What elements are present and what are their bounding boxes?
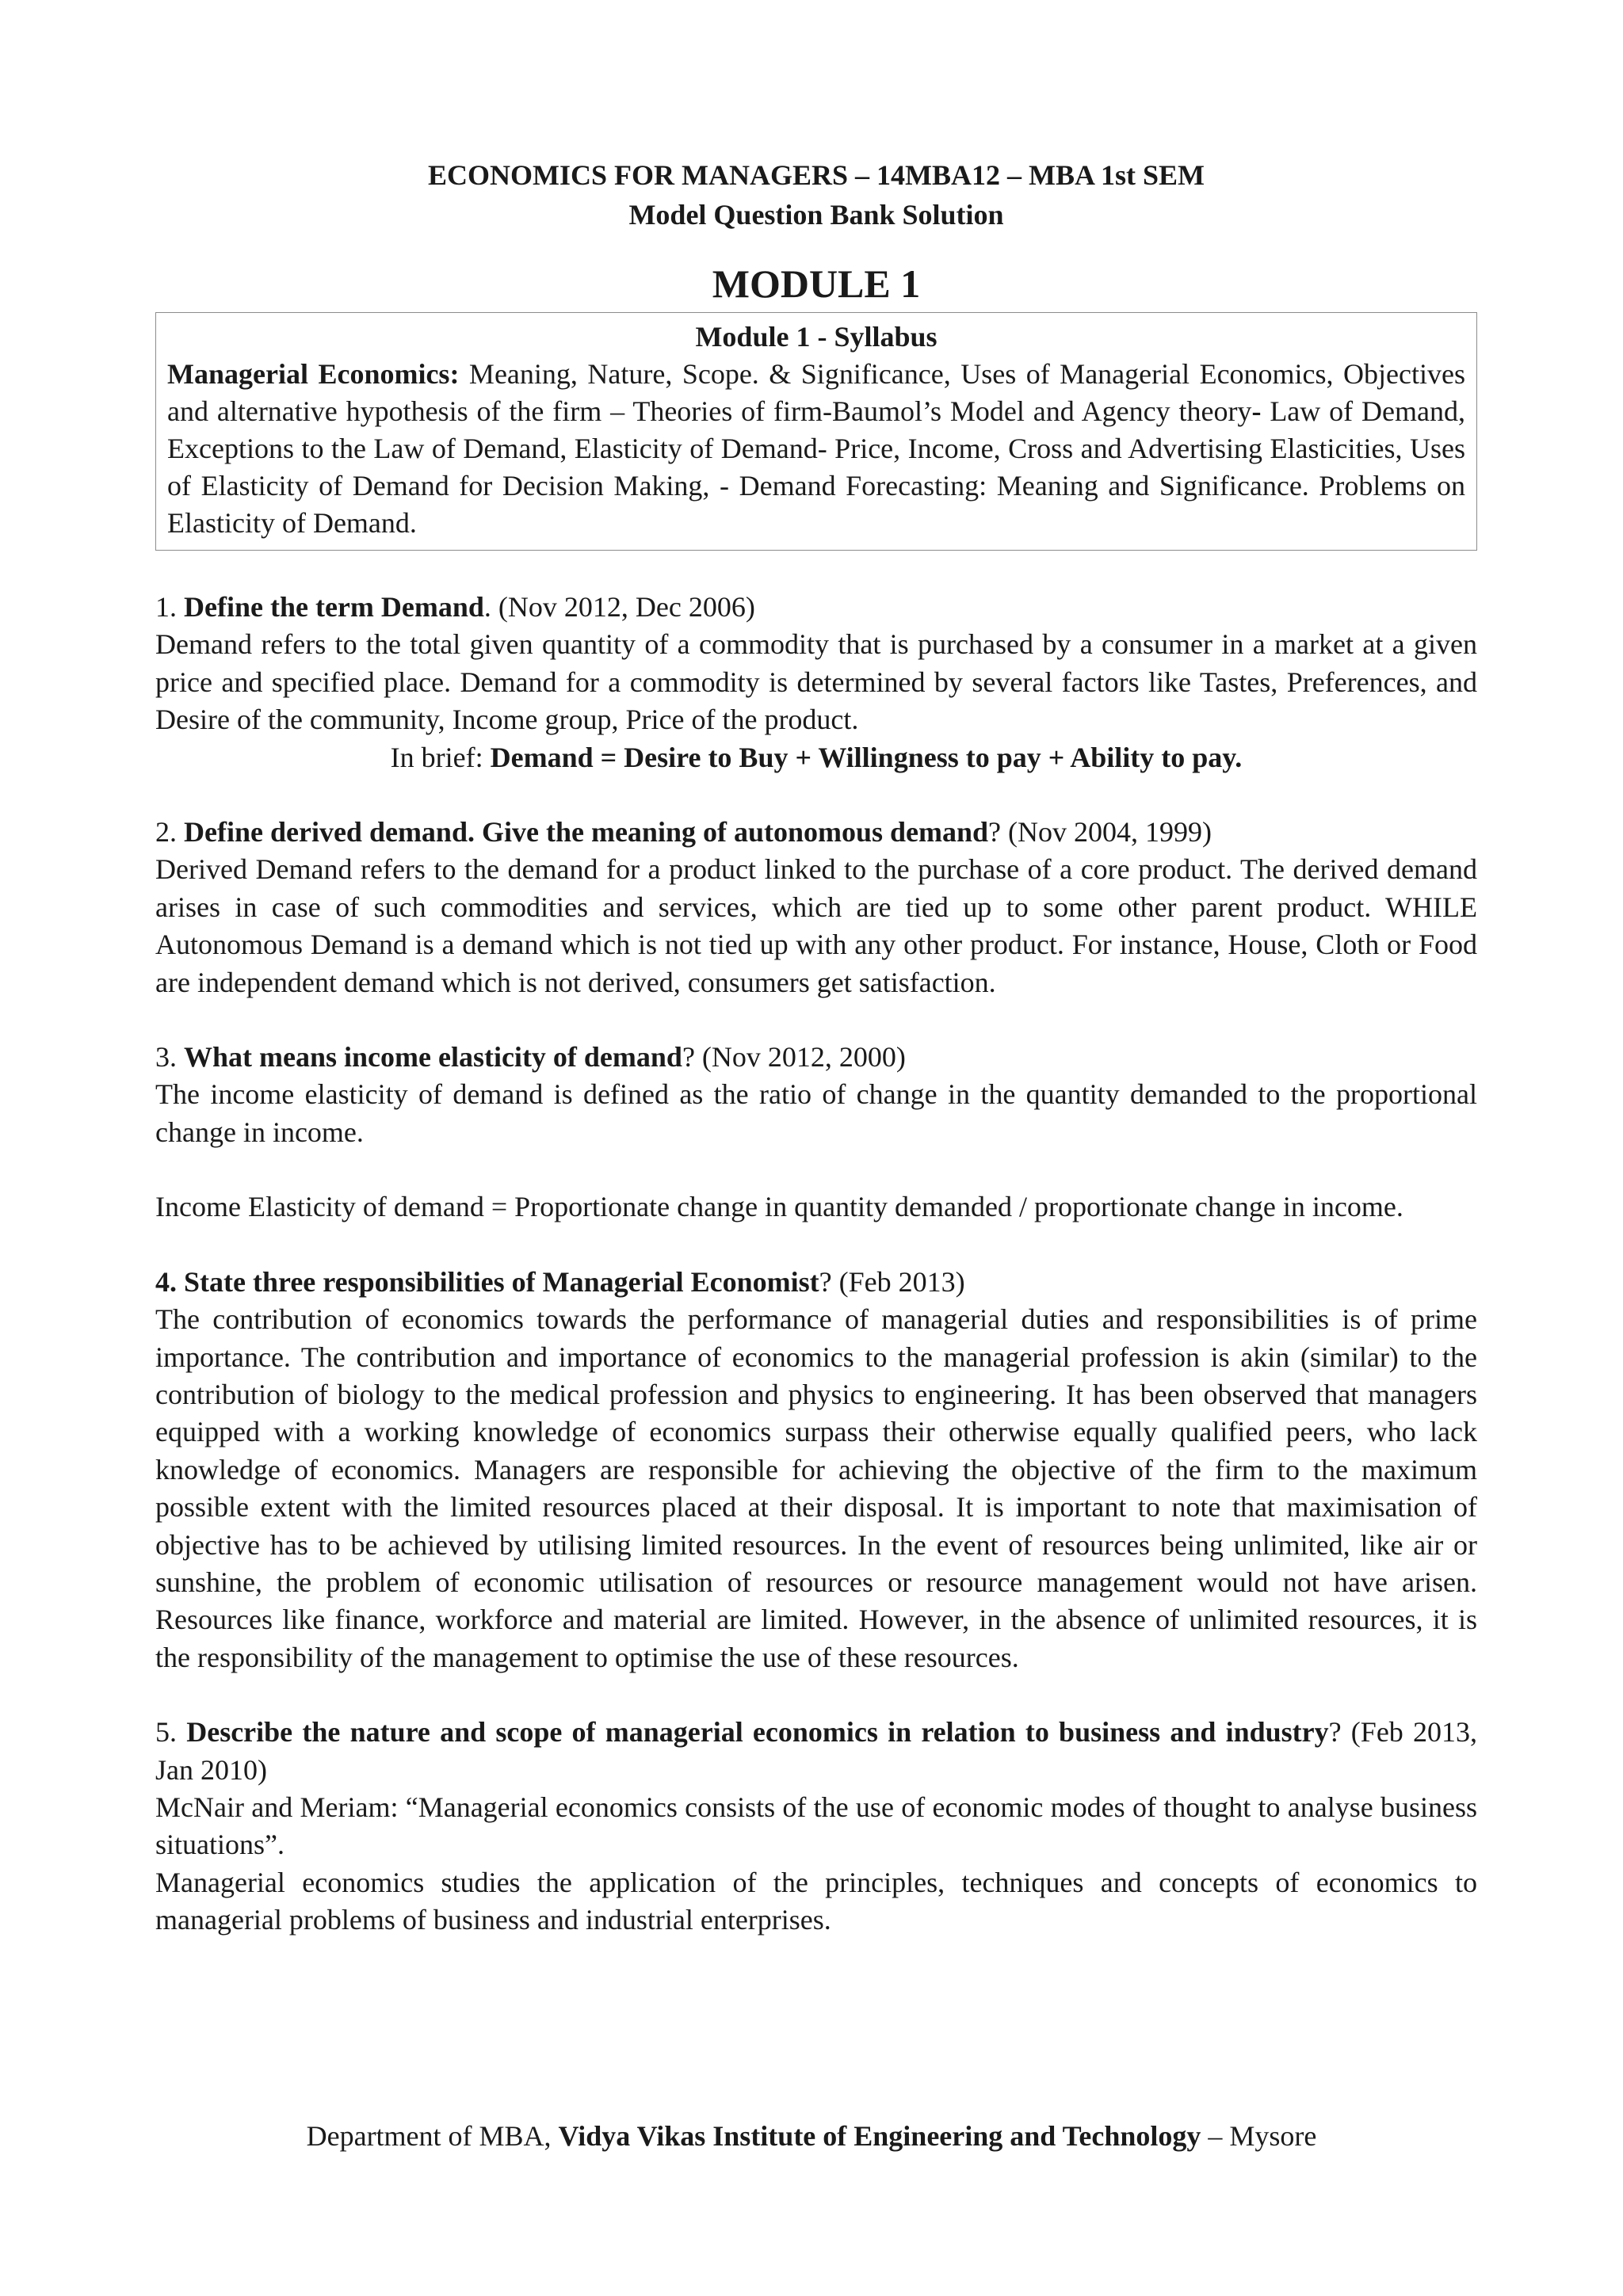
- brief-formula: Demand = Desire to Buy + Willingness to pay + Ability to pay.: [490, 741, 1243, 773]
- question-number: 5.: [155, 1716, 187, 1749]
- question-heading: [155, 1264, 1477, 1301]
- syllabus-text: [167, 356, 1465, 542]
- footer-prefix: Department of MBA,: [306, 2120, 559, 2152]
- question-title: Describe the nature and scope of managerial economics in relation to business and industry: [186, 1716, 1329, 1749]
- question-number: 3.: [155, 1041, 184, 1074]
- question-number: 2.: [155, 816, 184, 849]
- answer-brief: [155, 739, 1477, 776]
- question-heading: [155, 589, 1477, 626]
- question-title: 4. State three responsibilities of Managerial Economist: [155, 1265, 819, 1298]
- question-4: [155, 1264, 1477, 1676]
- course-title: ECONOMICS FOR MANAGERS – 14MBA12 – MBA 1st SEM: [427, 159, 1205, 191]
- question-5: [155, 1714, 1477, 1939]
- module-title: MODULE 1: [712, 261, 921, 306]
- syllabus-dash: -: [1251, 395, 1262, 427]
- answer-text: The income elasticity of demand is defined as the ratio of change in the quantity demanded to the proportional change in income.: [155, 1078, 1477, 1148]
- syllabus-text-part1: Meaning, Nature, Scope. & Significance, Uses of Managerial Economics, Objectives and alternative hypothesis of the firm – Theories of firm-Baumol’s Model and Agency theory: [167, 358, 1465, 427]
- question-title: What means income elasticity of demand: [184, 1041, 682, 1074]
- question-reference: ? (Nov 2012, 2000): [682, 1041, 906, 1074]
- question-2: [155, 814, 1477, 1001]
- document-page: [155, 155, 1477, 1939]
- question-1: [155, 589, 1477, 776]
- page-footer: [0, 2117, 1623, 2155]
- answer-text: The contribution of economics towards the performance of managerial duties and responsibilities is of prime importance. The contribution and importance of economics to the managerial profession is akin (similar) to the contribution of biology to the medical profession and physics to engineering. It has been observed that managers equipped with a working knowledge of economics surpass their otherwise equally qualified peers, who lack knowledge of economics. Managers are responsible for achieving the objective of the firm to the maximum possible extent with the limited resources placed at their disposal. It is important to note that maximisation of objective has to be achieved by utilising limited resources. In the event of resources being unlimited, like air or sunshine, the problem of economic utilisation of resources or resource management would not have arisen. Resources like finance, workforce and material are limited. However, in the absence of unlimited resources, it is the responsibility of the management to optimise the use of these resources.: [155, 1303, 1477, 1673]
- question-3: [155, 1039, 1477, 1151]
- question-reference: ? (Nov 2004, 1999): [988, 816, 1212, 849]
- syllabus-lead: Managerial Economics:: [167, 358, 460, 390]
- question-heading: [155, 1714, 1477, 1789]
- question-reference: ? (Feb 2013, Jan 2010): [155, 1716, 1478, 1786]
- question-number: 1.: [155, 591, 184, 623]
- question-3-formula-block: [155, 1188, 1477, 1226]
- brief-label: In brief:: [390, 741, 491, 773]
- question-reference: . (Nov 2012, Dec 2006): [483, 591, 755, 623]
- answer-text: Demand refers to the total given quantity of a commodity that is purchased by a consumer in a market at a given price and specified place. Demand for a commodity is determined by several factors like Tastes, Preferences, and Desire of the community, Income group, Price of the product.: [155, 628, 1477, 736]
- footer-institute: Vidya Vikas Institute of Engineering and Technology: [558, 2120, 1201, 2152]
- document-header: [155, 155, 1477, 235]
- footer-suffix: – Mysore: [1201, 2120, 1317, 2152]
- question-heading: [155, 1039, 1477, 1076]
- answer-quote: McNair and Meriam: “Managerial economics consists of the use of economic modes of thought to analyse business situations”.: [155, 1791, 1477, 1861]
- syllabus-text-part2: Law of Demand, Exceptions to the Law of Demand, Elasticity of Demand- Price, Income, Cross and Advertising Elasticities, Uses of Elasticity of Demand for Decision Making, - Demand Forecasting: Meaning and Significance. Problems on Elasticity of Demand.: [167, 395, 1465, 539]
- question-title: Define derived demand. Give the meaning of autonomous demand: [184, 816, 989, 849]
- document-subtitle: Model Question Bank Solution: [628, 199, 1004, 231]
- question-reference: ? (Feb 2013): [819, 1265, 965, 1298]
- answer-text: Derived Demand refers to the demand for a product linked to the purchase of a core product. The derived demand arises in case of such commodities and services, which are tied up to some other parent product. WHILE Autonomous Demand is a demand which is not tied up with any other product. For instance, House, Cloth or Food are independent demand which is not derived, consumers get satisfaction.: [155, 853, 1477, 998]
- syllabus-box: [155, 312, 1477, 551]
- answer-text: Managerial economics studies the application of the principles, techniques and concepts of economics to managerial problems of business and industrial enterprises.: [155, 1866, 1477, 1936]
- question-heading: [155, 814, 1477, 851]
- question-title: Define the term Demand: [184, 591, 484, 623]
- answer-formula: Income Elasticity of demand = Proportionate change in quantity demanded / proportionate change in income.: [155, 1191, 1403, 1223]
- syllabus-title: Module 1 - Syllabus: [695, 321, 938, 353]
